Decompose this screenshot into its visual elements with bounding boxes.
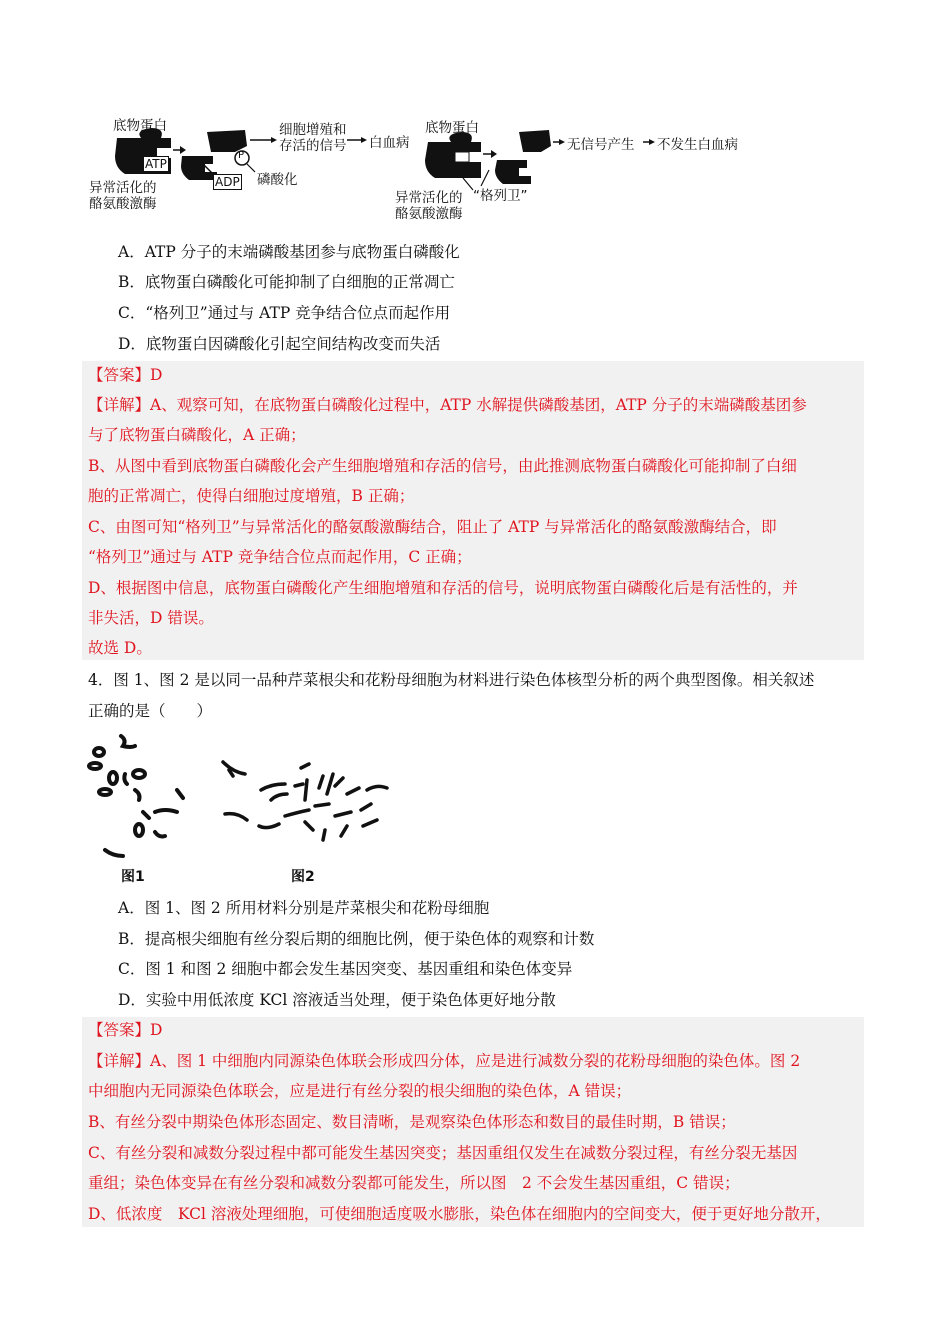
q4-stem: 4．图 1、图 2 是以同一品种芹菜根尖和花粉母细胞为材料进行染色体核型分析的两个典型图像。相关叙述 xyxy=(88,671,815,689)
chromosome-figure-2 xyxy=(215,730,415,860)
q4-explain-line: B、有丝分裂中期染色体形态固定、数目清晰，是观察染色体形态和数目的最佳时期，B 错误； xyxy=(88,1113,736,1131)
label-no-leukemia: 不发生白血病 xyxy=(657,137,738,153)
chromosome-figure-1 xyxy=(85,730,195,865)
q4-option-a: A．图 1、图 2 所用材料分别是芹菜根尖和花粉母细胞 xyxy=(118,899,490,917)
label-glivec: “格列卫” xyxy=(473,188,528,204)
label-p: P xyxy=(238,150,245,161)
label-adp: ADP xyxy=(215,175,240,189)
label-signal: 细胞增殖和 存活的信号 xyxy=(279,122,347,154)
label-enzyme-left: 异常活化的 酪氨酸激酶 xyxy=(89,180,157,212)
q3-explain-line: 胞的正常凋亡，使得白细胞过度增殖，B 正确； xyxy=(88,487,415,505)
label-no-signal: 无信号产生 xyxy=(567,137,635,153)
label-substrate-right: 底物蛋白 xyxy=(425,120,479,136)
q4-explain-line: D、低浓度 KCl 溶液处理细胞，可使细胞适度吸水膨胀，染色体在细胞内的空间变大，便于更好地分散开， xyxy=(88,1205,831,1223)
q3-explain-line: 故选 D。 xyxy=(88,639,152,657)
q3-option-a: A．ATP 分子的末端磷酸基团参与底物蛋白磷酸化 xyxy=(118,243,460,261)
q4-option-c: C．图 1 和图 2 细胞中都会发生基因突变、基因重组和染色体变异 xyxy=(118,960,573,978)
q4-explain-line: 中细胞内无同源染色体联会，应是进行有丝分裂的根尖细胞的染色体，A 错误； xyxy=(88,1082,632,1100)
q3-explain-line: 非失活，D 错误。 xyxy=(88,609,214,627)
q3-explain-line: B、从图中看到底物蛋白磷酸化会产生细胞增殖和存活的信号，由此推测底物蛋白磷酸化可能抑制了白细 xyxy=(88,457,797,475)
q3-answer: 【答案】D xyxy=(88,366,163,384)
q3-option-d: D．底物蛋白因磷酸化引起空间结构改变而失活 xyxy=(118,335,441,353)
q4-answer: 【答案】D xyxy=(88,1021,163,1039)
label-phosphorylation: 磷酸化 xyxy=(257,172,298,188)
q3-explain-line: 与了底物蛋白磷酸化，A 正确； xyxy=(88,426,306,444)
q4-option-d: D．实验中用低浓度 KCl 溶液适当处理，便于染色体更好地分散 xyxy=(118,991,556,1009)
q4-explain-line: 【详解】A、图 1 中细胞内同源染色体联会形成四分体，应是进行减数分裂的花粉母细胞的染色体。图 2 xyxy=(88,1052,801,1070)
q3-explain-line: “格列卫”通过与 ATP 竞争结合位点而起作用，C 正确； xyxy=(88,548,472,566)
label-substrate-left: 底物蛋白 xyxy=(113,118,167,134)
q4-explain-line: C、有丝分裂和减数分裂过程中都可能发生基因突变；基因重组仅发生在减数分裂过程，有丝分裂无基因 xyxy=(88,1144,798,1162)
q3-explain-line: D、根据图中信息，底物蛋白磷酸化产生细胞增殖和存活的信号，说明底物蛋白磷酸化后是有活性的，并 xyxy=(88,579,798,597)
label-enzyme-right: 异常活化的 酪氨酸激酶 xyxy=(395,190,463,222)
q4-option-b: B．提高根尖细胞有丝分裂后期的细胞比例，便于染色体的观察和计数 xyxy=(118,930,595,948)
q4-stem: 正确的是（ ） xyxy=(88,702,213,720)
figure-1-label: 图1 xyxy=(121,869,145,885)
signaling-diagram xyxy=(85,112,785,227)
q3-option-c: C．“格列卫”通过与 ATP 竞争结合位点而起作用 xyxy=(118,304,451,322)
q3-explain-line: 【详解】A、观察可知，在底物蛋白磷酸化过程中，ATP 水解提供磷酸基团，ATP 分子的末端磷酸基团参 xyxy=(88,396,807,414)
q3-option-b: B．底物蛋白磷酸化可能抑制了白细胞的正常凋亡 xyxy=(118,273,455,291)
label-leukemia: 白血病 xyxy=(369,135,410,151)
figure-2-label: 图2 xyxy=(291,869,315,885)
chromosome-figures xyxy=(85,730,415,890)
q3-explain-line: C、由图可知“格列卫”与异常活化的酪氨酸激酶结合，阻止了 ATP 与异常活化的酪氨酸激酶结合，即 xyxy=(88,518,777,536)
q4-explain-line: 重组；染色体变异在有丝分裂和减数分裂都可能发生，所以图 2 不会发生基因重组，C 错误； xyxy=(88,1174,740,1192)
label-atp: ATP xyxy=(145,157,167,171)
